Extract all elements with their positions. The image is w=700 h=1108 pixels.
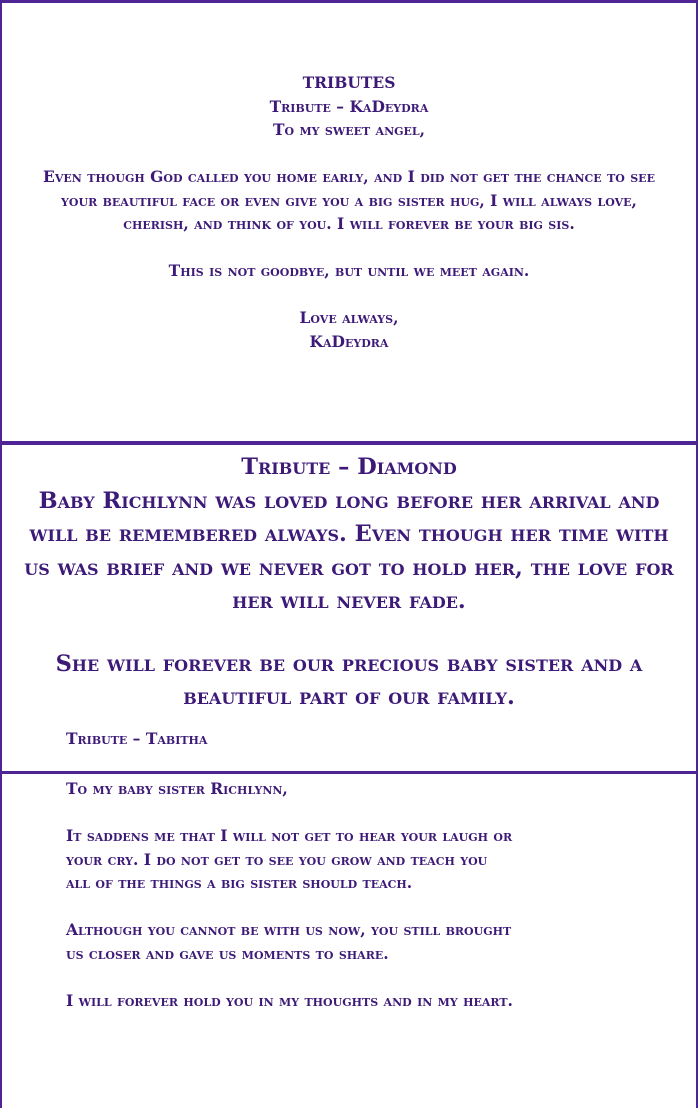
tribute-tabitha-paragraph-1: It saddens me that I will not get to hear your laugh or your cry. I do not get to see you grow and teach you all of the things a big sister should teach. xyxy=(66,826,513,892)
tribute-kadeydra-paragraph-1: Even though God called you home early, and I did not get the chance to see your beautiful face or even give you a big sister hug, I will always love, cherish, and think of you. I will forever be your big sis. xyxy=(43,167,655,233)
tribute-kadeydra-greeting: To my sweet angel, xyxy=(272,120,426,139)
tribute-panel-kadeydra xyxy=(0,0,698,444)
tribute-kadeydra-paragraph-2: This is not goodbye, but until we meet again. xyxy=(168,261,530,280)
tribute-diamond-content xyxy=(2,451,696,715)
tribute-panel-diamond xyxy=(0,441,698,775)
tribute-tabitha-title: Tribute – Tabitha xyxy=(66,729,208,748)
spacer xyxy=(66,801,516,825)
spacer xyxy=(66,965,516,989)
tribute-tabitha-greeting: To my baby sister Richlynn, xyxy=(66,779,288,798)
spacer xyxy=(66,895,516,919)
tribute-kadeydra-closing: Love always, xyxy=(299,308,399,327)
tribute-kadeydra-title: Tribute – KaDeydra xyxy=(269,96,429,116)
spacer xyxy=(2,236,696,260)
tribute-diamond-paragraph-1: Baby Richlynn was loved long before her arrival and will be remembered always. Even though her time with us was brief and we never got to hold her, the love for her will never fade. xyxy=(24,487,674,614)
spacer xyxy=(2,142,696,166)
tribute-kadeydra-signature: KaDeydra xyxy=(309,331,389,351)
tribute-kadeydra-content xyxy=(2,71,696,353)
tribute-tabitha-content xyxy=(66,777,516,1012)
tribute-tabitha-paragraph-2: Although you cannot be with us now, you still brought us closer and gave us moments to share. xyxy=(66,920,512,963)
spacer xyxy=(2,619,696,648)
spacer xyxy=(2,283,696,307)
tribute-diamond-paragraph-2: She will forever be our precious baby sister and a beautiful part of our family. xyxy=(55,650,643,710)
tribute-tabitha-paragraph-3: I will forever hold you in my thoughts and in my heart. xyxy=(66,990,513,1010)
tribute-panel-tabitha xyxy=(0,771,698,1108)
tributes-heading: TRIBUTES xyxy=(302,73,396,92)
tribute-diamond-title: Tribute – Diamond xyxy=(241,454,457,480)
